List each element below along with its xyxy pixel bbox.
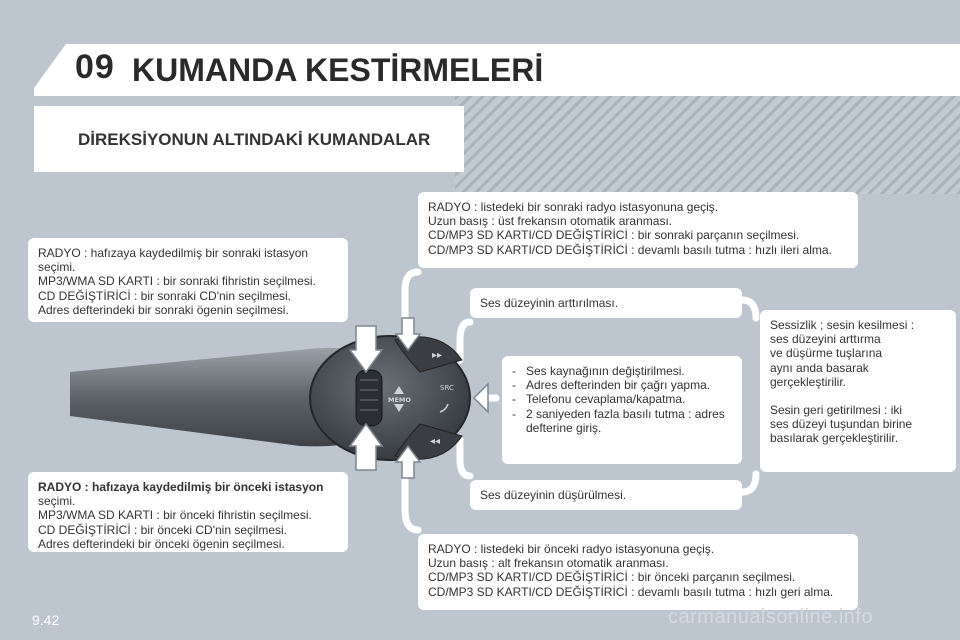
text-line: CD/MP3 SD KARTI/CD DEĞİŞTİRİCİ : devamlı basılı tutma : hızlı geri alma. — [428, 584, 834, 599]
callout-next-track — [418, 192, 858, 268]
spacer — [770, 389, 946, 403]
text-line: seçimi. — [38, 260, 76, 275]
text-line: CD/MP3 SD KARTI/CD DEĞİŞTİRİCİ : bir önceki parçanın seçilmesi. — [428, 570, 796, 585]
text-line: Sessizlik ; sesin kesilmesi : — [770, 318, 915, 332]
text-line: MP3/WMA SD KARTI : bir önceki fihristin seçilmesi. — [38, 508, 312, 523]
text-line: Uzun basış : alt frekansın otomatik aranması. — [428, 556, 669, 571]
text-line: CD DEĞİŞTİRİCİ : bir önceki CD'nin seçilmesi. — [38, 522, 288, 537]
list-item: - 2 saniyeden fazla basılı tutma : adres defterine giriş. — [508, 407, 732, 435]
prev-symbol: ◂◂ — [430, 436, 441, 447]
text-line: RADYO : listedeki bir önceki radyo istasyonuna geçiş. — [428, 542, 715, 556]
callout-source-phone — [502, 356, 742, 464]
text-line: ve düşürme tuşlarına — [770, 346, 883, 361]
text-line: gerçekleştirilir. — [770, 374, 847, 389]
src-label: SRC — [440, 384, 454, 392]
scroll-wheel — [356, 370, 382, 426]
text-line: Ses düzeyinin düşürülmesi. — [480, 488, 627, 502]
text-line: RADYO : listedeki bir sonraki radyo istasyonuna geçiş. — [428, 200, 719, 214]
text-line: MP3/WMA SD KARTI : bir sonraki fihristin seçilmesi. — [38, 274, 316, 289]
text-line: Adres defterindeki bir sonraki ögenin seçilmesi. — [38, 302, 289, 317]
text-line: aynı anda basarak — [770, 360, 869, 375]
text-line: Uzun basış : üst frekansın otomatik aranması. — [428, 214, 673, 229]
text-line: ses düzeyini arttırma — [770, 332, 881, 347]
list-item: - Ses kaynağının değiştirilmesi. — [508, 364, 732, 378]
list-item: - Telefonu cevaplama/kapatma. — [508, 392, 732, 406]
callout-previous-track — [418, 534, 858, 610]
memo-label: MEMO — [388, 396, 411, 404]
callout-previous-station — [28, 472, 348, 552]
text-line: ses düzeyi tuşundan birine — [770, 417, 913, 432]
page-title: KUMANDA KESTİRMELERİ — [132, 52, 544, 88]
text-line: CD DEĞİŞTİRİCİ : bir sonraki CD'nin seçilmesi. — [38, 288, 292, 303]
callout-mute — [760, 310, 956, 472]
text-line: Adres defterindeki bir önceki ögenin seçilmesi. — [38, 536, 285, 551]
text-line: CD/MP3 SD KARTI/CD DEĞİŞTİRİCİ : bir sonraki parçanın seçilmesi. — [428, 228, 800, 243]
text-line: Sesin geri getirilmesi : iki — [770, 403, 903, 418]
next-symbol: ▸▸ — [432, 350, 443, 361]
callout-volume-up — [470, 288, 742, 318]
text-line: seçimi. — [38, 494, 76, 509]
chapter-number: 09 — [75, 48, 115, 86]
text-line: Ses düzeyinin arttırılması. — [480, 296, 619, 310]
page-number: 9.42 — [32, 612, 60, 628]
section-subtitle: DİREKSİYONUN ALTINDAKİ KUMANDALAR — [78, 130, 431, 149]
callout-volume-down — [470, 480, 742, 510]
callout-next-station — [28, 238, 348, 322]
list-item: - Adres defterinden bir çağrı yapma. — [508, 378, 732, 392]
watermark: carmanualsonline.info — [668, 606, 874, 628]
text-line: CD/MP3 SD KARTI/CD DEĞİŞTİRİCİ : devamlı basılı tutma : hızlı ileri alma. — [428, 242, 832, 257]
text-line: RADYO : hafızaya kaydedilmiş bir önceki istasyon — [38, 480, 324, 494]
text-line: basılarak gerçekleştirilir. — [770, 431, 899, 446]
text-line: RADYO : hafızaya kaydedilmiş bir sonraki istasyon — [38, 246, 309, 260]
